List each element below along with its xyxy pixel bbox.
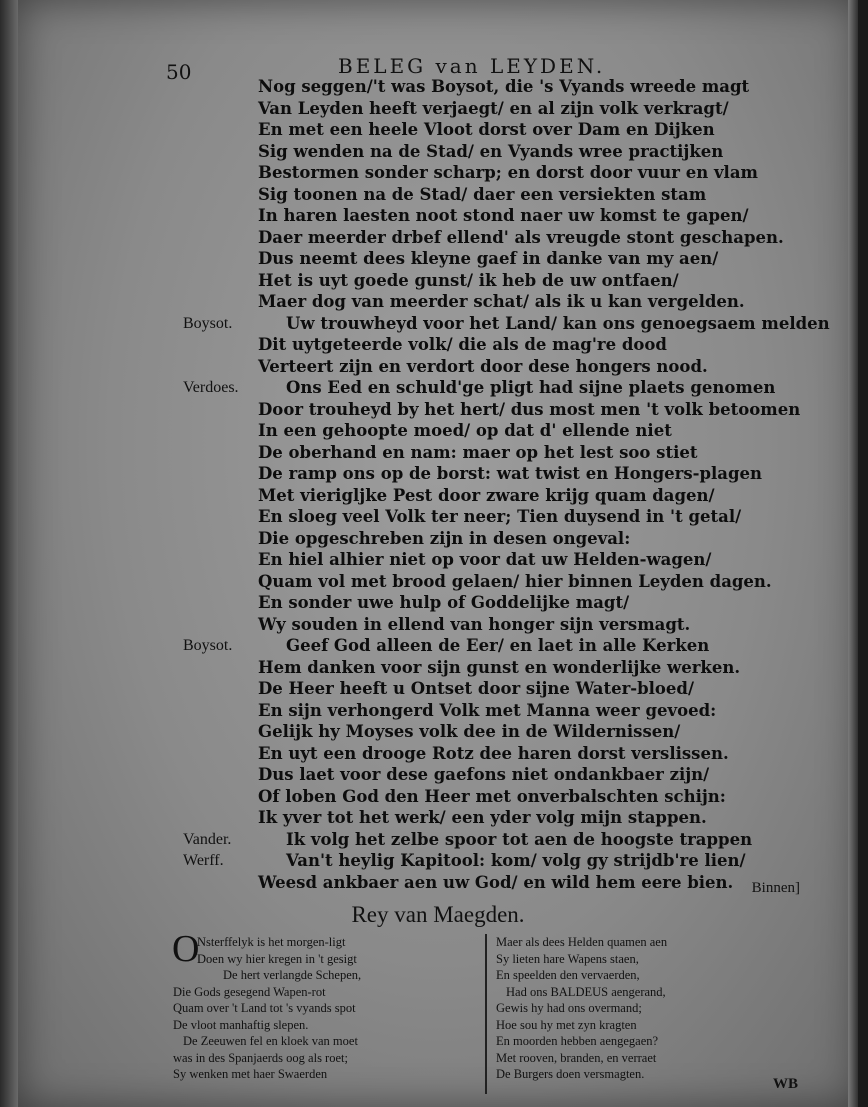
chorus-line: was in des Spanjaerds oog als roet; bbox=[173, 1050, 348, 1065]
speaker-label: Werff. bbox=[183, 852, 224, 869]
verse-line: Dit uytgeteerde volk/ die als de mag're dood bbox=[258, 335, 667, 354]
verse-line: Bestormen sonder scharp; en dorst door vuur en vlam bbox=[258, 163, 758, 182]
chorus-line: Gewis hy had ons overmand; bbox=[496, 1001, 642, 1015]
verse-line: Ik yver tot het werk/ een yder volg mijn stappen. bbox=[258, 808, 707, 827]
book-page bbox=[18, 0, 858, 1107]
verse-line: Het is uyt goede gunst/ ik heb de uw ontfaen/ bbox=[258, 270, 679, 290]
verse-line: Uw trouwheyd voor het Land/ kan ons genoegsaem melden bbox=[286, 313, 830, 333]
chorus-line: Hoe sou hy met zyn kragten bbox=[496, 1017, 637, 1032]
verse-line: Ons Eed en schuld'ge pligt had sijne plaets genomen bbox=[286, 378, 776, 397]
verse-line: In een gehoopte moed/ op dat d' ellende niet bbox=[258, 421, 672, 440]
chorus-left-column bbox=[172, 928, 493, 1083]
verse-line: En met een heele Vloot dorst over Dam en Dijken bbox=[258, 120, 715, 139]
verse-line: De ramp ons op de borst: wat twist en Hongers-plagen bbox=[258, 464, 762, 483]
chorus-line: Die Gods gesegend Wapen-rot bbox=[173, 984, 326, 999]
verse-line: Quam vol met brood gelaen/ hier binnen Leyden dagen. bbox=[258, 571, 772, 591]
verse-line: Die opgeschreben zijn in desen ongeval: bbox=[258, 528, 631, 548]
chorus-line: Sy lieten hare Wapens staen, bbox=[496, 951, 639, 966]
page-gutter bbox=[0, 0, 18, 1107]
column-divider bbox=[485, 934, 487, 1094]
verse-line: Daer meerder drbef ellend' als vreugde stont geschapen. bbox=[258, 227, 784, 247]
verse-line: Nog seggen/'t was Boysot, die 's Vyands wreede magt bbox=[258, 77, 750, 96]
verse-line: Van't heylig Kapitool: kom/ volg gy strijdb're lien/ bbox=[286, 851, 746, 870]
verse-line: Met vierigljke Pest door zware krijg quam dagen/ bbox=[258, 485, 715, 505]
running-head: BELEG van LEYDEN. bbox=[338, 54, 606, 78]
verse-line: En sijn verhongerd Volk met Manna weer gevoed: bbox=[258, 700, 717, 720]
chorus-line: Met rooven, branden, en verraet bbox=[496, 1050, 657, 1065]
verse-line: Wy souden in ellend van honger sijn versmagt. bbox=[258, 614, 691, 634]
chorus-line: Sy wenken met haer Swaerden bbox=[173, 1067, 328, 1081]
verse-line: Verteert zijn en verdort door dese hongers nood. bbox=[258, 356, 708, 376]
chorus-line: Doen wy hier kregen in 't gesigt bbox=[197, 951, 357, 966]
drop-cap: O bbox=[172, 928, 200, 970]
verse-line: Geef God alleen de Eer/ en laet in alle Kerken bbox=[286, 636, 710, 655]
chorus-title: Rey van Maegden. bbox=[351, 902, 525, 927]
verse-line: In haren laesten noot stond naer uw komst te gapen/ bbox=[258, 206, 749, 225]
speaker-label: Verdoes. bbox=[183, 379, 239, 396]
verse-line: Maer dog van meerder schat/ als ik u kan vergelden. bbox=[258, 292, 745, 311]
chorus-line: De hert verlangde Schepen, bbox=[223, 968, 362, 982]
verse-line: Van Leyden heeft verjaegt/ en al zijn volk verkragt/ bbox=[258, 98, 729, 118]
page-number: 50 bbox=[166, 60, 192, 84]
page-edge bbox=[848, 0, 858, 1107]
verse-line: De Heer heeft u Ontset door sijne Water-bloed/ bbox=[258, 679, 694, 698]
verse-line: En uyt een drooge Rotz dee haren dorst verslissen. bbox=[258, 743, 729, 763]
verse-line: De oberhand en nam: maer op het lest soo stiet bbox=[258, 442, 698, 462]
verse-line: Weesd ankbaer aen uw God/ en wild hem eere bien. bbox=[258, 872, 734, 892]
verse-line: Sig toonen na de Stad/ daer een versiekten stam bbox=[258, 184, 707, 204]
verse-line: En sonder uwe hulp of Goddelijke magt/ bbox=[258, 593, 630, 612]
verse-line: Dus neemt dees kleyne gaef in danke van my aen/ bbox=[258, 249, 719, 268]
chorus-line: Maer als dees Helden quamen aen bbox=[496, 935, 668, 949]
chorus-line: De Burgers doen versmagten. bbox=[496, 1067, 645, 1081]
chorus-line: De Zeeuwen fel en kloek van moet bbox=[183, 1034, 358, 1048]
verse-line: Dus laet voor dese gaefons niet ondankbaer zijn/ bbox=[258, 765, 710, 784]
speaker-label: Boysot. bbox=[183, 637, 233, 654]
chorus-line: Nsterffelyk is het morgen-ligt bbox=[197, 935, 346, 949]
chorus-line: De vloot manhaftig slepen. bbox=[173, 1017, 309, 1032]
catchword: Binnen] bbox=[751, 880, 800, 896]
verse-line: Hem danken voor sijn gunst en wonderlijke werken. bbox=[258, 657, 741, 677]
verse-line: Sig wenden na de Stad/ en Vyands wree practijken bbox=[258, 141, 724, 161]
chorus-line: Quam over 't Land tot 's vyands spot bbox=[173, 1001, 356, 1015]
verse-line: Door trouheyd by het hert/ dus most men 't volk betoomen bbox=[258, 399, 801, 419]
speaker-label: Boysot. bbox=[183, 314, 233, 332]
chorus-line: En moorden hebben aengegaen? bbox=[496, 1034, 659, 1048]
chorus-line: Had ons BALDEUS aengerand, bbox=[506, 984, 666, 999]
chorus-line: En speelden den vervaerden, bbox=[496, 968, 640, 982]
verse-line: Ik volg het zelbe spoor tot aen de hoogste trappen bbox=[286, 829, 753, 849]
chorus-right-column bbox=[496, 934, 816, 1083]
verse-line: Of loben God den Heer met onverbalschten schijn: bbox=[258, 786, 726, 806]
verse-line: En hiel alhier niet op voor dat uw Helden-wagen/ bbox=[258, 550, 712, 569]
printer-signature: WB bbox=[772, 1076, 798, 1092]
speaker-label: Vander. bbox=[183, 830, 232, 848]
verse-line: En sloeg veel Volk ter neer; Tien duysend in 't getal/ bbox=[258, 507, 742, 526]
verse-line: Gelijk hy Moyses volk dee in de Wildernissen/ bbox=[258, 722, 681, 741]
